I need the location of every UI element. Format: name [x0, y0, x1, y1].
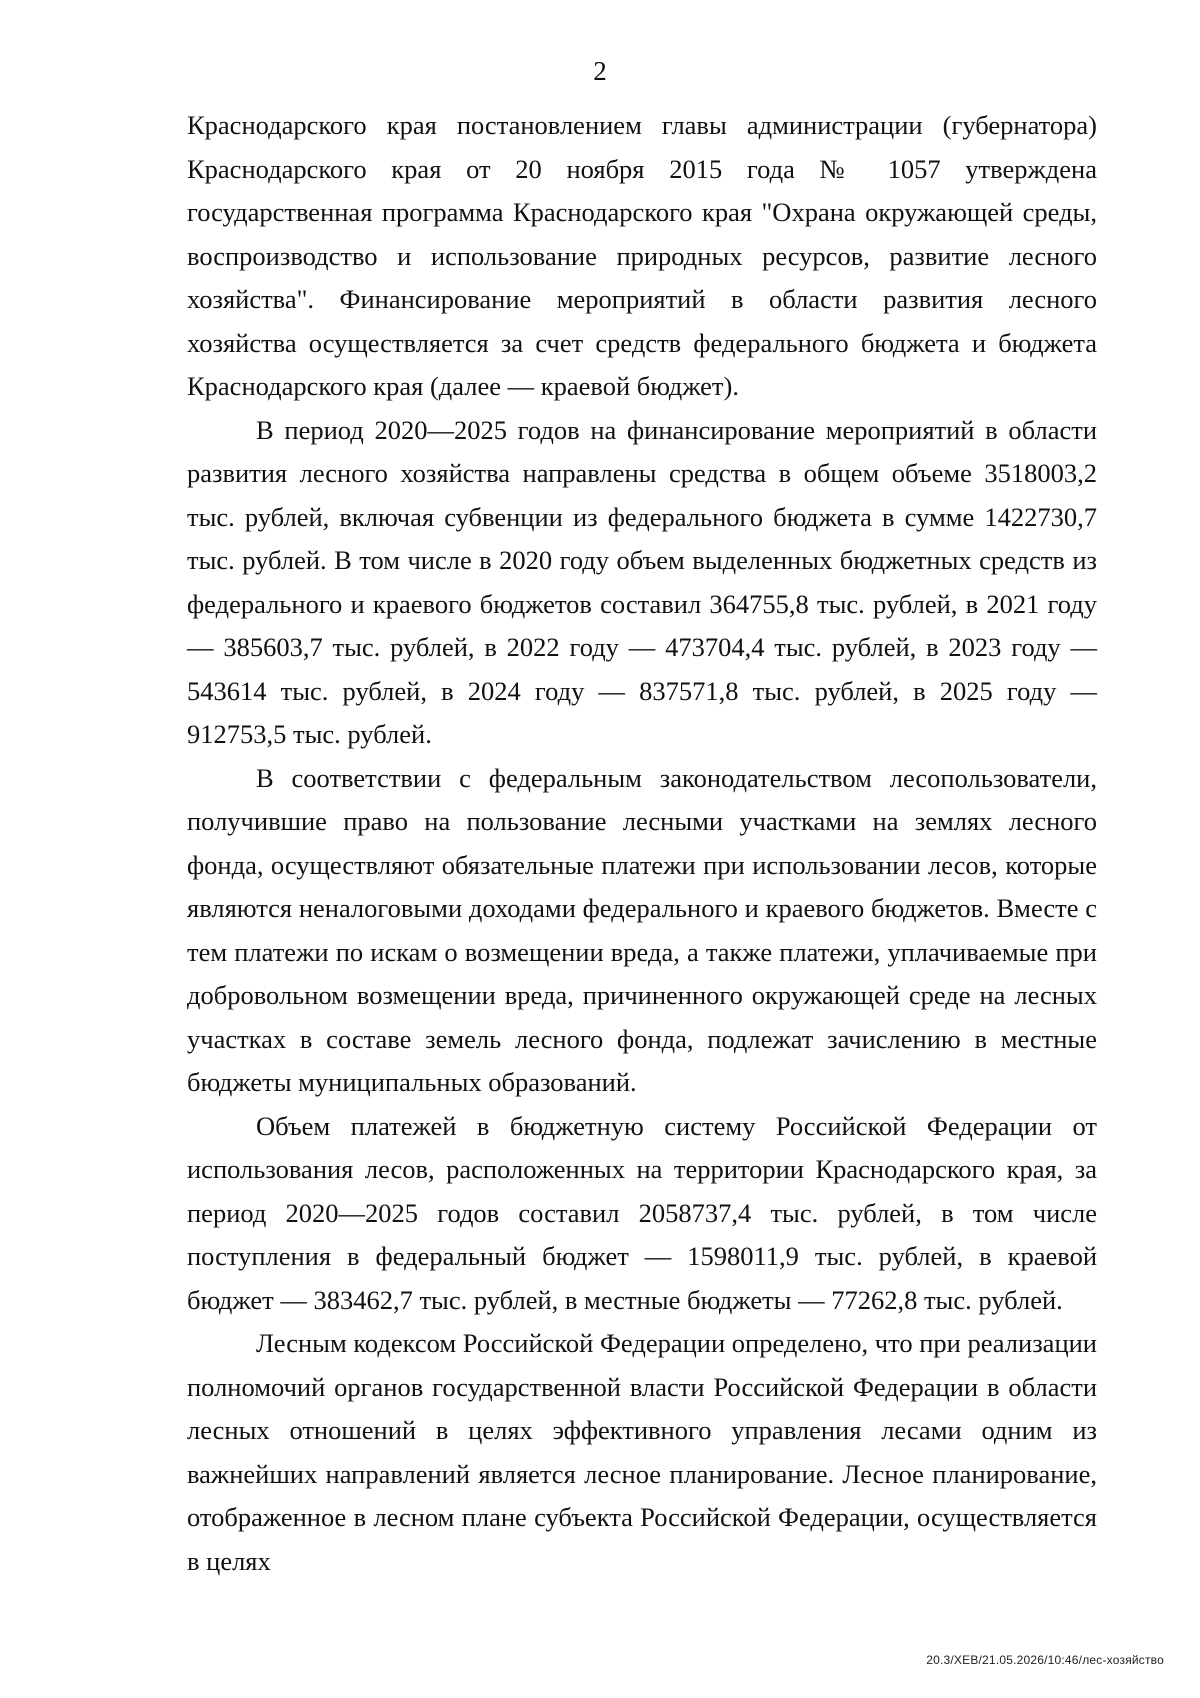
document-body: [187, 104, 1097, 1583]
paragraph-5: Лесным кодексом Российской Федерации определено, что при реализации полномочий органов государственной власти Российской Федерации в области лесных отношений в целях эффективного управления лесами одним из важнейших направлений является лесное планирование. Лесное планирование, отображенное в лесном плане субъекта Российской Федерации, осуществляется в целях: [187, 1328, 1097, 1576]
paragraph-3: В соответствии с федеральным законодательством лесопользователи, получившие право на пользование лесными участками на землях лесного фонда, осуществляют обязательные платежи при использовании лесов, которые являются неналоговыми доходами федерального и краевого бюджетов. Вместе с тем платежи по искам о возмещении вреда, а также платежи, уплачиваемые при добровольном возмещении вреда, причиненного окружающей среде на лесных участках в составе земель лесного фонда, подлежат зачислению в местные бюджеты муниципальных образований.: [187, 762, 1097, 1097]
paragraph-4: Объем платежей в бюджетную систему Российской Федерации от использования лесов, расположенных на территории Краснодарского края, за период 2020—2025 годов составил 2058737,4 тыс. рублей, в том числе поступления в федеральный бюджет — 1598011,9 тыс. рублей, в краевой бюджет — 383462,7 тыс. рублей, в местные бюджеты — 77262,8 тыс. рублей.: [187, 1110, 1097, 1315]
footer-registration-code: 20.3/ХЕВ/21.05.2026/10:46/лес-хозяйство: [926, 1653, 1164, 1667]
paragraph-2: В период 2020—2025 годов на финансирование мероприятий в области развития лесного хозяйства направлены средства в общем объеме 3518003,2 тыс. рублей, включая субвенции из федерального бюджета в сумме 1422730,7 тыс. рублей. В том числе в 2020 году объем выделенных бюджетных средств из федерального и краевого бюджетов составил 364755,8 тыс. рублей, в 2021 году — 385603,7 тыс. рублей, в 2022 году — 473704,4 тыс. рублей, в 2023 году — 543614 тыс. рублей, в 2024 году — 837571,8 тыс. рублей, в 2025 году — 912753,5 тыс. рублей.: [187, 414, 1097, 749]
page-number: 2: [593, 56, 607, 86]
paragraph-1: Краснодарского края постановлением главы администрации (губернатора) Краснодарского края от 20 ноября 2015 года № 1057 утверждена государственная программа Краснодарского края "Охрана окружающей среды, воспроизводство и использование природных ресурсов, развитие лесного хозяйства". Финансирование мероприятий в области развития лесного хозяйства осуществляется за счет средств федерального бюджета и бюджета Краснодарского края (далее — краевой бюджет).: [187, 110, 1097, 401]
